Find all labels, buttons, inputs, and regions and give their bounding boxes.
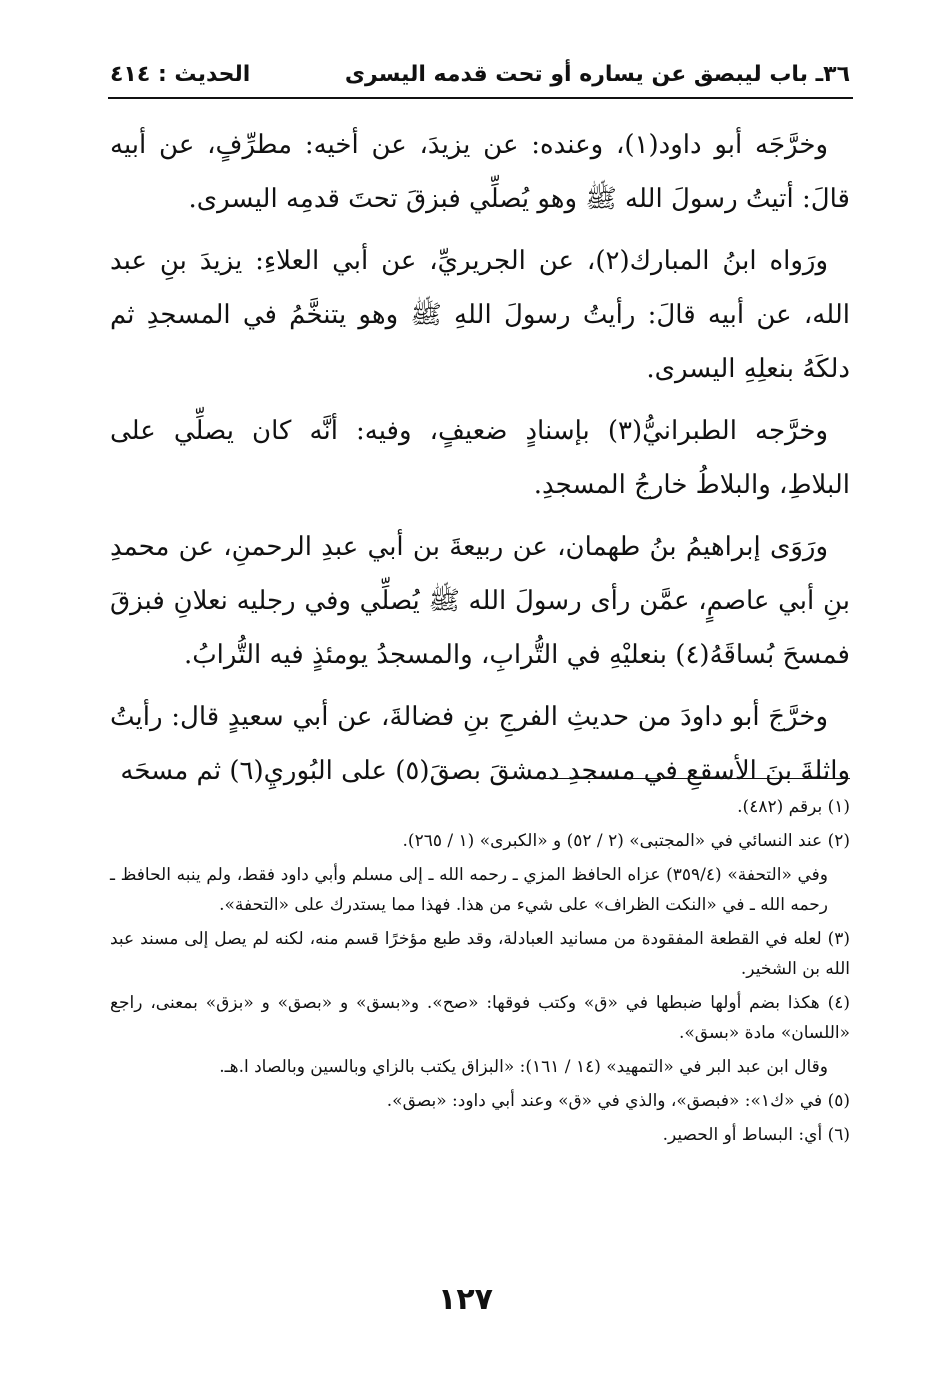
paragraph: وخرَّجَ أبو داودَ من حديثِ الفرجِ بنِ فضالةَ، عن أبي سعيدٍ قال: رأيتُ واثلةَ بنَ الأسقعِ في مسجدِ دمشقَ بصقَ(٥) على البُوريِ(٦) ثم مسحَه	[110, 702, 850, 786]
footnote: (٥) في «ك١»: «فبصق»، والذي في «ق» وعند أبي داود: «بصق».	[386, 1091, 850, 1111]
header-divider	[108, 97, 853, 99]
paragraph: وخرَّجه الطبرانيُّ(٣) بإسنادٍ ضعيفٍ، وفيه: أنَّه كان يصلِّي على البلاطِ، والبلاطُ خارجُ المسجدِ.	[110, 416, 850, 500]
footnote: (١) برقم (٤٨٢).	[737, 797, 850, 817]
main-text	[110, 118, 850, 806]
paragraph: وخرَّجَه أبو داود(١)، وعنده: عن يزيدَ، عن أخيه: مطرِّفٍ، عن أبيه قالَ: أتيتُ رسولَ الله ﷺ وهو يُصلِّي فبزقَ تحتَ قدمِه اليسرى.	[110, 130, 850, 214]
footnote: (٦) أي: البساط أو الحصير.	[662, 1125, 850, 1145]
footnote-continuation: وقال ابن عبد البر في «التمهيد» (١٤ / ١٦١): «البزاق يكتب بالزاي وبالسين وبالصاد ا.هـ.	[219, 1057, 828, 1077]
hadith-number-label: الحديث : ٤١٤	[110, 62, 251, 87]
footnote: (٤) هكذا بضم أولها ضبطها في «ق» وكتب فوقها: «صح». و«بسق» و «بصق» و «بزق» بمعنى، راجع «اللسان» مادة «بسق».	[110, 993, 850, 1043]
footnote-divider	[545, 778, 850, 779]
footnote-continuation: وفي «التحفة» (٣٥٩/٤) عزاه الحافظ المزي ـ رحمه الله ـ إلى مسلم وأبي داود فقط، ولم ينبه الحافظ ـ رحمه الله ـ في «النكت الظراف» على شيء من هذا. فهذا مما يستدرك على «التحفة».	[110, 865, 828, 915]
running-header	[110, 58, 850, 96]
paragraph: ورَوَى إبراهيمُ بنُ طهمان، عن ربيعةَ بن أبي عبدِ الرحمنِ، عن محمدِ بنِ أبي عاصمٍ، عمَّن رأى رسولَ الله ﷺ يُصلِّي وفي رجليه نعلانِ فبزقَ فمسحَ بُساقَهُ(٤) بنعليْهِ في التُّرابِ، والمسجدُ يومئذٍ فيه التُّرابُ.	[110, 532, 850, 670]
footnotes	[110, 792, 850, 1154]
chapter-title: ٣٦ـ باب ليبصق عن يساره أو تحت قدمه اليسرى	[344, 62, 850, 87]
footnote: (٢) عند النسائي في «المجتبى» (٢ / ٥٢) و «الكبرى» (١ / ٢٦٥).	[402, 831, 850, 851]
page-number: ١٢٧	[438, 1282, 493, 1317]
paragraph: ورَواه ابنُ المبارك(٢)، عن الجريريِّ، عن أبي العلاءِ: يزيدَ بنِ عبد الله، عن أبيه قالَ: رأيتُ رسولَ اللهِ ﷺ وهو يتنخَّمُ في المسجدِ ثم دلكَهُ بنعلِهِ اليسرى.	[110, 246, 850, 384]
footnote: (٣) لعله في القطعة المفقودة من مسانيد العبادلة، وقد طبع مؤخرًا قسم منه، لكنه لم يصل إلى مسند عبد الله بن الشخير.	[110, 929, 850, 979]
